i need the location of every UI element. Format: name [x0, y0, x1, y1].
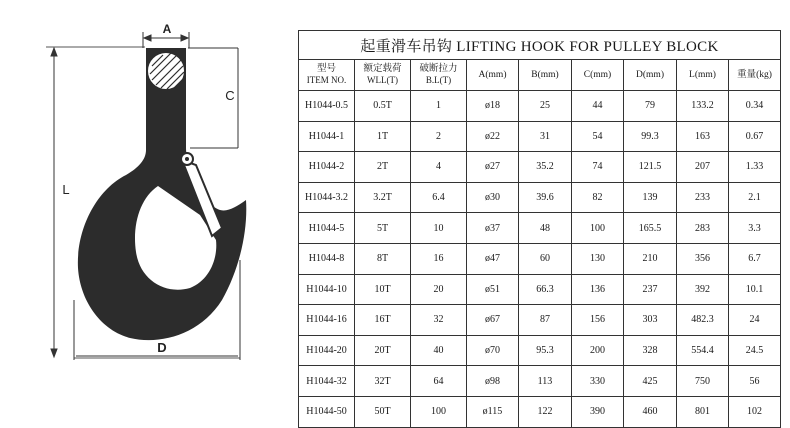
- cell-bl: 1: [411, 91, 467, 122]
- table-row: [299, 396, 781, 427]
- cell-l: 554.4: [677, 335, 729, 366]
- cell-c: 82: [572, 182, 624, 213]
- cell-l: 356: [677, 243, 729, 274]
- cell-wll: 5T: [355, 213, 411, 244]
- cell-d: 303: [624, 305, 677, 336]
- cell-l: 750: [677, 366, 729, 397]
- cell-c: 390: [572, 396, 624, 427]
- cell-wll: 50T: [355, 396, 411, 427]
- cell-b: 35.2: [519, 152, 572, 183]
- cell-a: ø115: [467, 396, 519, 427]
- cell-wll: 20T: [355, 335, 411, 366]
- cell-weight: 102: [729, 396, 781, 427]
- cell-item-no: H1044-10: [299, 274, 355, 305]
- cell-weight: 6.7: [729, 243, 781, 274]
- header-l: L(mm): [677, 60, 729, 91]
- table-row: [299, 335, 781, 366]
- cell-weight: 3.3: [729, 213, 781, 244]
- label-l: L: [62, 182, 70, 197]
- cell-c: 156: [572, 305, 624, 336]
- cell-bl: 20: [411, 274, 467, 305]
- cell-d: 328: [624, 335, 677, 366]
- hook-drawing: [0, 0, 290, 400]
- cell-weight: 0.34: [729, 91, 781, 122]
- cell-item-no: H1044-16: [299, 305, 355, 336]
- cell-weight: 2.1: [729, 182, 781, 213]
- dimension-l: [51, 48, 57, 357]
- cell-b: 48: [519, 213, 572, 244]
- cell-b: 25: [519, 91, 572, 122]
- label-c: C: [225, 88, 235, 103]
- cell-c: 44: [572, 91, 624, 122]
- cell-bl: 10: [411, 213, 467, 244]
- cell-l: 207: [677, 152, 729, 183]
- header-weight: 重量(kg): [729, 60, 781, 91]
- header-item-no: 型号 ITEM NO.: [299, 60, 355, 91]
- table-title: 起重滑车吊钩 LIFTING HOOK FOR PULLEY BLOCK: [299, 31, 781, 60]
- cell-d: 210: [624, 243, 677, 274]
- cell-item-no: H1044-20: [299, 335, 355, 366]
- cell-weight: 24.5: [729, 335, 781, 366]
- cell-item-no: H1044-5: [299, 213, 355, 244]
- cell-item-no: H1044-50: [299, 396, 355, 427]
- header-b: B(mm): [519, 60, 572, 91]
- cell-wll: 10T: [355, 274, 411, 305]
- cell-d: 237: [624, 274, 677, 305]
- cell-b: 113: [519, 366, 572, 397]
- cell-item-no: H1044-32: [299, 366, 355, 397]
- cell-wll: 32T: [355, 366, 411, 397]
- cell-bl: 100: [411, 396, 467, 427]
- cell-d: 99.3: [624, 121, 677, 152]
- cell-b: 87: [519, 305, 572, 336]
- table-row: [299, 213, 781, 244]
- cell-a: ø70: [467, 335, 519, 366]
- cell-wll: 8T: [355, 243, 411, 274]
- header-a: A(mm): [467, 60, 519, 91]
- cell-c: 74: [572, 152, 624, 183]
- cell-d: 460: [624, 396, 677, 427]
- cell-c: 200: [572, 335, 624, 366]
- header-row: [299, 60, 781, 91]
- cell-bl: 64: [411, 366, 467, 397]
- cell-item-no: H1044-3.2: [299, 182, 355, 213]
- table-body: [299, 91, 781, 428]
- header-d: D(mm): [624, 60, 677, 91]
- table-row: [299, 152, 781, 183]
- label-a: A: [162, 22, 172, 36]
- cell-l: 392: [677, 274, 729, 305]
- cell-wll: 3.2T: [355, 182, 411, 213]
- cell-l: 482.3: [677, 305, 729, 336]
- cell-c: 130: [572, 243, 624, 274]
- cell-c: 54: [572, 121, 624, 152]
- cell-weight: 1.33: [729, 152, 781, 183]
- hook-body: [78, 48, 246, 340]
- cell-d: 139: [624, 182, 677, 213]
- table-row: [299, 121, 781, 152]
- cell-bl: 2: [411, 121, 467, 152]
- cell-d: 425: [624, 366, 677, 397]
- table-row: [299, 182, 781, 213]
- header-bl: 破断拉力 B.L(T): [411, 60, 467, 91]
- cell-bl: 32: [411, 305, 467, 336]
- cell-l: 801: [677, 396, 729, 427]
- table-row: [299, 305, 781, 336]
- cell-d: 121.5: [624, 152, 677, 183]
- cell-bl: 4: [411, 152, 467, 183]
- cell-item-no: H1044-8: [299, 243, 355, 274]
- label-b: B: [175, 216, 189, 231]
- cell-a: ø30: [467, 182, 519, 213]
- cell-weight: 56: [729, 366, 781, 397]
- cell-a: ø18: [467, 91, 519, 122]
- cell-b: 31: [519, 121, 572, 152]
- cell-wll: 16T: [355, 305, 411, 336]
- cell-a: ø51: [467, 274, 519, 305]
- spec-table: [298, 30, 781, 428]
- cell-wll: 1T: [355, 121, 411, 152]
- cell-item-no: H1044-1: [299, 121, 355, 152]
- cell-c: 100: [572, 213, 624, 244]
- cell-l: 283: [677, 213, 729, 244]
- cell-wll: 2T: [355, 152, 411, 183]
- cell-d: 165.5: [624, 213, 677, 244]
- table-row: [299, 91, 781, 122]
- cell-bl: 6.4: [411, 182, 467, 213]
- cell-a: ø37: [467, 213, 519, 244]
- cell-b: 60: [519, 243, 572, 274]
- table-row: [299, 366, 781, 397]
- header-wll: 额定载荷 WLL(T): [355, 60, 411, 91]
- cell-a: ø67: [467, 305, 519, 336]
- cell-c: 330: [572, 366, 624, 397]
- cell-bl: 16: [411, 243, 467, 274]
- cell-l: 163: [677, 121, 729, 152]
- cell-b: 122: [519, 396, 572, 427]
- label-d: D: [157, 340, 167, 355]
- cell-l: 233: [677, 182, 729, 213]
- table-row: [299, 274, 781, 305]
- header-c: C(mm): [572, 60, 624, 91]
- cell-weight: 24: [729, 305, 781, 336]
- cell-wll: 0.5T: [355, 91, 411, 122]
- cell-b: 39.6: [519, 182, 572, 213]
- cell-c: 136: [572, 274, 624, 305]
- cell-b: 66.3: [519, 274, 572, 305]
- cell-l: 133.2: [677, 91, 729, 122]
- cell-a: ø98: [467, 366, 519, 397]
- cell-a: ø22: [467, 121, 519, 152]
- cell-bl: 40: [411, 335, 467, 366]
- cell-a: ø47: [467, 243, 519, 274]
- table-row: [299, 243, 781, 274]
- cell-d: 79: [624, 91, 677, 122]
- cell-weight: 0.67: [729, 121, 781, 152]
- cell-item-no: H1044-0.5: [299, 91, 355, 122]
- cell-item-no: H1044-2: [299, 152, 355, 183]
- cell-a: ø27: [467, 152, 519, 183]
- cell-b: 95.3: [519, 335, 572, 366]
- cell-weight: 10.1: [729, 274, 781, 305]
